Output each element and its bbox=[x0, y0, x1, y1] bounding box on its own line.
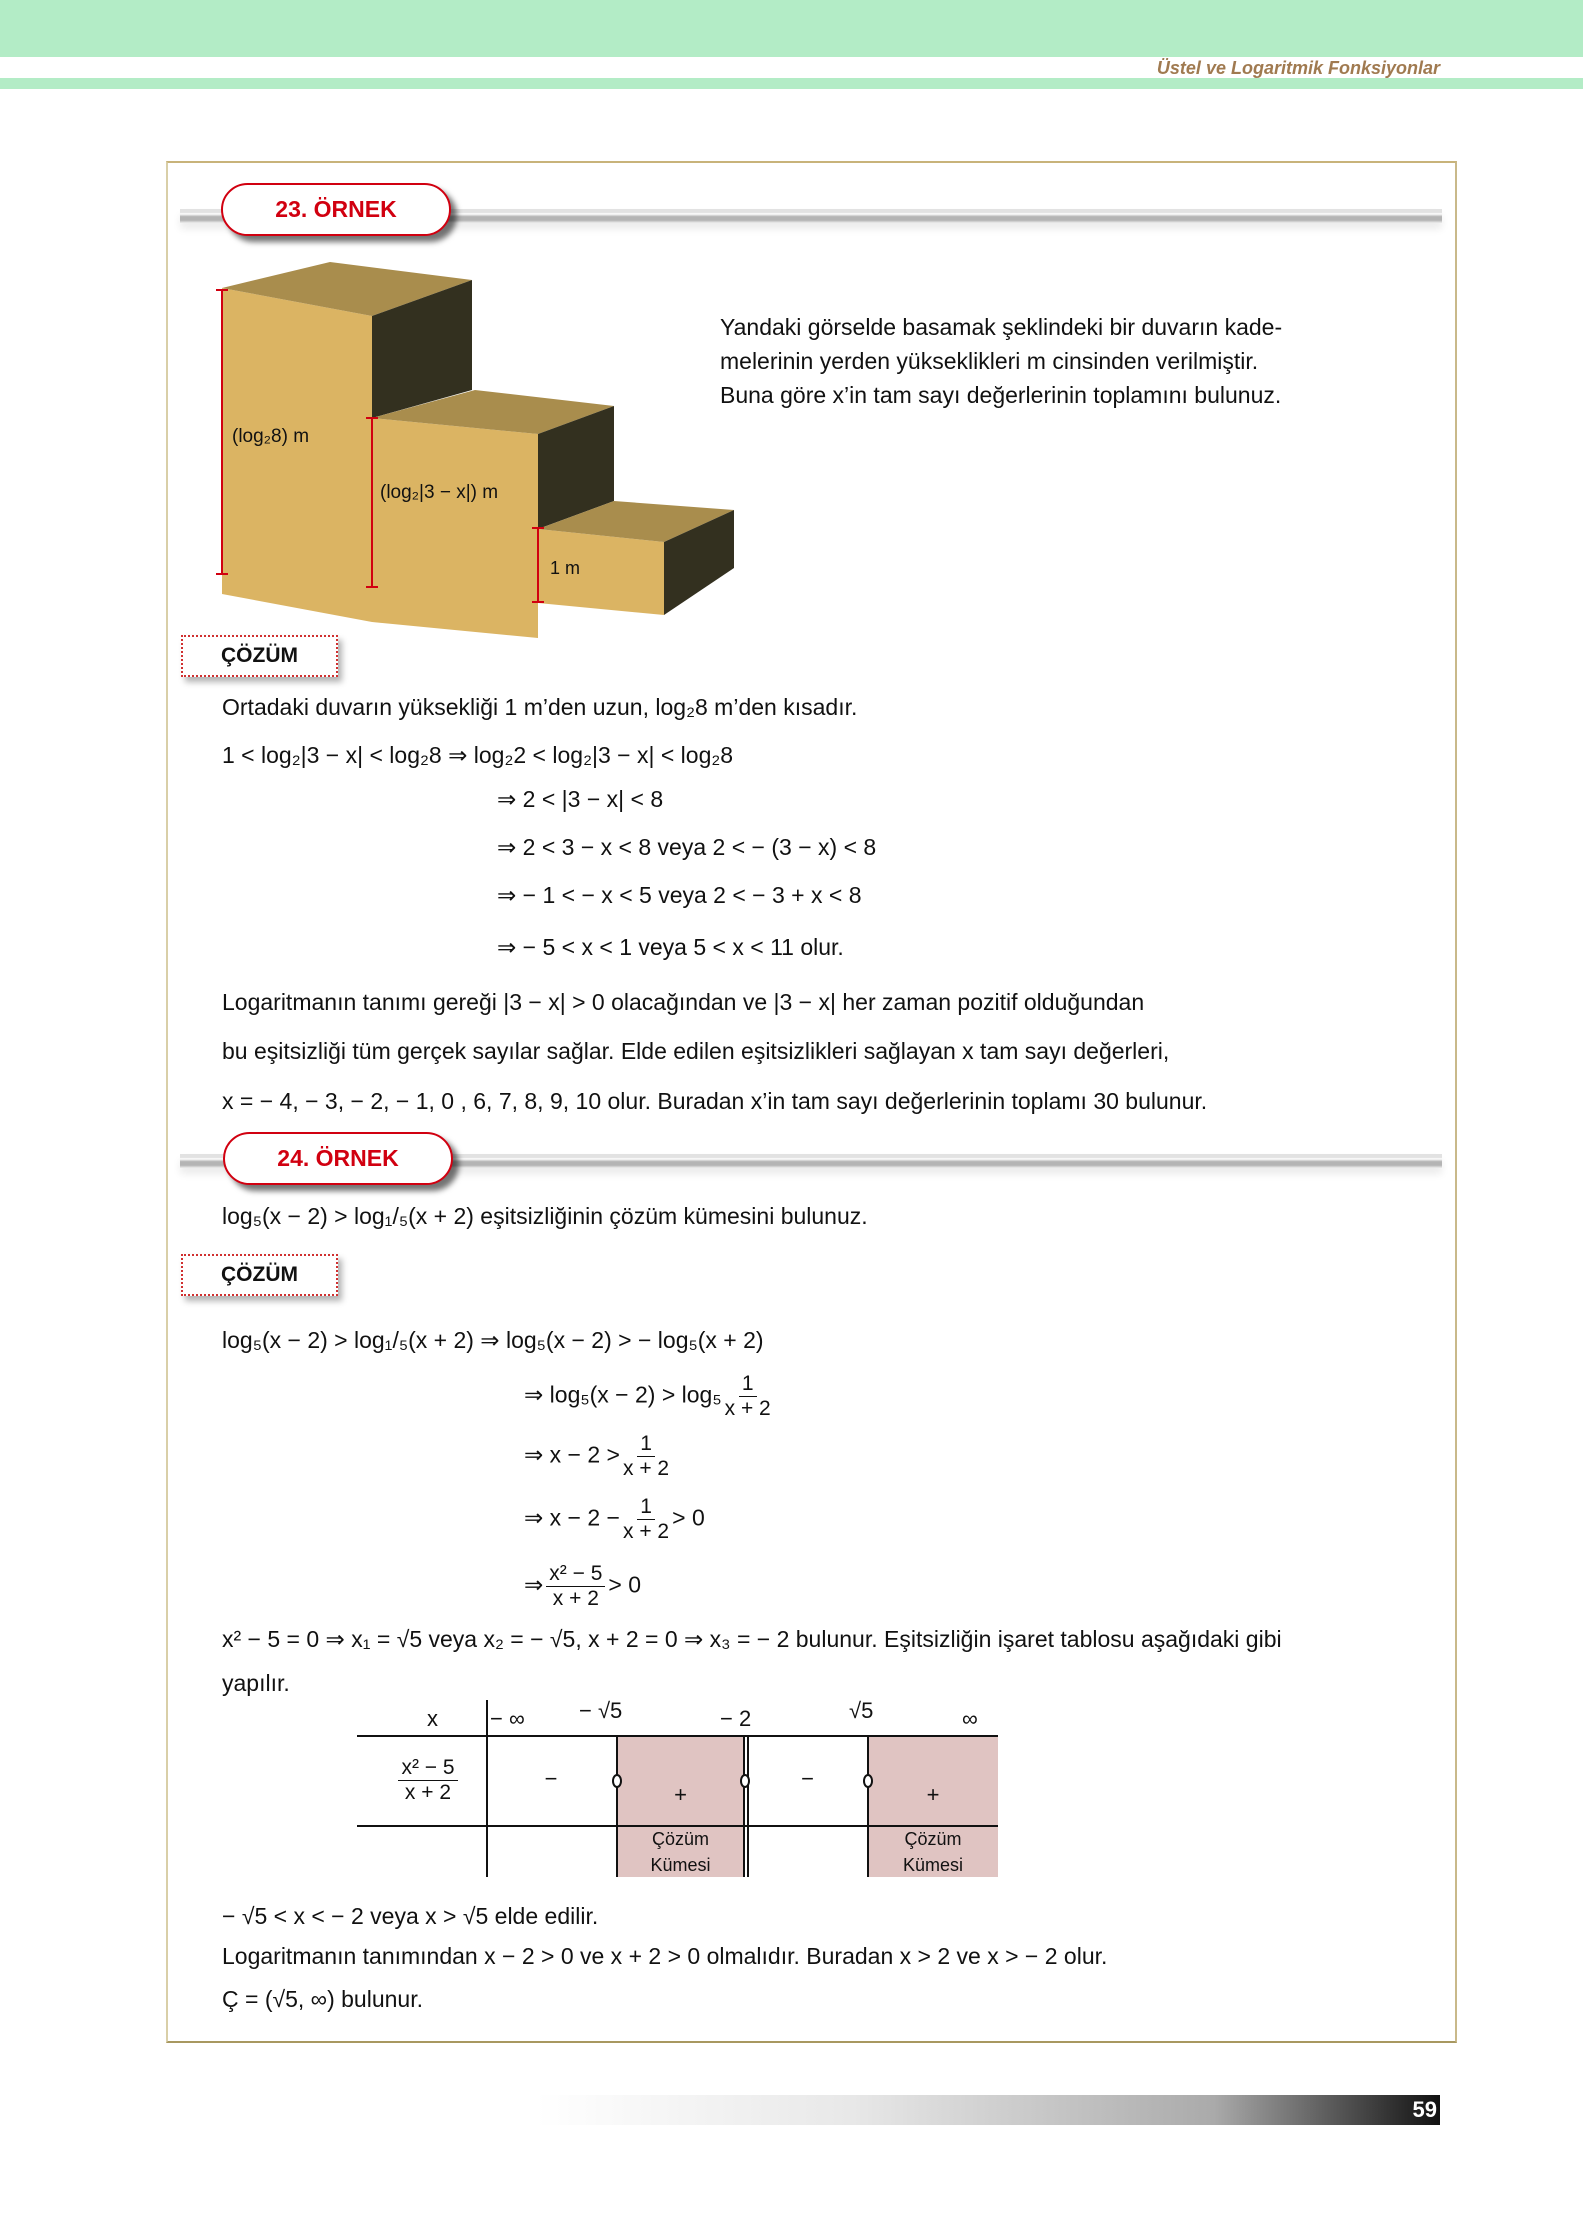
solution-line: Logaritmanın tanımı gereği |3 − x| > 0 olacağından ve |3 − x| her zaman pozitif olduğundan bbox=[222, 989, 1145, 1015]
result-line: Ç = (√5, ∞) bulunur. bbox=[222, 1986, 423, 2012]
solution-set-label bbox=[617, 1826, 744, 1878]
solution-label: ÇÖZÜM bbox=[181, 635, 338, 677]
example-24-label: 24. ÖRNEK bbox=[223, 1132, 453, 1185]
step-text: ⇒ bbox=[524, 1571, 544, 1598]
label-line: Çözüm bbox=[904, 1829, 962, 1849]
solution-line: ⇒ − 1 < − x < 5 veya 2 < − 3 + x < 8 bbox=[497, 882, 862, 908]
numerator: 1 bbox=[637, 1432, 655, 1457]
denominator: x + 2 bbox=[724, 1397, 771, 1420]
step-text: ⇒ x − 2 − bbox=[524, 1504, 620, 1531]
fraction bbox=[623, 1432, 669, 1481]
solution-line: 1 < log₂|3 − x| < log₂8 ⇒ log₂2 < log₂|3 − x| < log₂8 bbox=[222, 742, 734, 768]
solution-label: ÇÖZÜM bbox=[181, 1254, 338, 1296]
solution-set-label bbox=[868, 1826, 998, 1878]
fraction bbox=[623, 1495, 669, 1544]
label-line: Kümesi bbox=[902, 1855, 964, 1875]
point-label: √5 bbox=[849, 1698, 874, 1723]
label-mid-height: (log₂|3 − x|) m bbox=[380, 482, 499, 503]
solution-step bbox=[524, 1562, 641, 1611]
numerator: x² − 5 bbox=[398, 1756, 457, 1781]
point-label: − 2 bbox=[720, 1706, 752, 1731]
big-block-front bbox=[222, 288, 372, 622]
solution-line: ⇒ 2 < 3 − x < 8 veya 2 < − (3 − x) < 8 bbox=[497, 834, 877, 860]
label-small-height: 1 m bbox=[550, 558, 581, 578]
problem-line: melerinin yerden yükseklikleri m cinsinden verilmiştir. bbox=[720, 348, 1259, 374]
running-title: Üstel ve Logaritmik Fonksiyonlar bbox=[1156, 58, 1440, 78]
example-24-problem: log₅(x − 2) > log₁/₅(x + 2) eşitsizliğinin çözüm kümesini bulunuz. bbox=[222, 1203, 868, 1229]
solution-step: log₅(x − 2) > log₁/₅(x + 2) ⇒ log₅(x − 2) > − log₅(x + 2) bbox=[222, 1327, 764, 1353]
mid-block-front bbox=[372, 418, 538, 638]
result-line: − √5 < x < − 2 veya x > √5 elde edilir. bbox=[222, 1903, 599, 1929]
staircase-figure bbox=[0, 0, 800, 700]
solution-step bbox=[524, 1372, 774, 1421]
denominator: x + 2 bbox=[623, 1520, 670, 1543]
roots-line: yapılır. bbox=[222, 1670, 290, 1696]
sign: − bbox=[544, 1766, 558, 1791]
point-label: − √5 bbox=[579, 1698, 623, 1723]
numerator: x² − 5 bbox=[546, 1562, 605, 1587]
solution-line: bu eşitsizliği tüm gerçek sayılar sağlar. Elde edilen eşitsizlikleri sağlayan x tam sayı değerleri, bbox=[222, 1038, 1170, 1064]
point-label: − ∞ bbox=[490, 1706, 525, 1731]
solution-line: ⇒ − 5 < x < 1 veya 5 < x < 11 olur. bbox=[497, 934, 844, 960]
sign: − bbox=[801, 1766, 814, 1791]
numerator: 1 bbox=[637, 1495, 655, 1520]
fraction bbox=[546, 1562, 605, 1611]
sign: + bbox=[926, 1782, 940, 1807]
step-text: ⇒ x − 2 > bbox=[524, 1441, 620, 1468]
sign-table bbox=[357, 1700, 998, 1877]
solution-line: ⇒ 2 < |3 − x| < 8 bbox=[497, 786, 664, 812]
point-label: ∞ bbox=[962, 1706, 978, 1731]
page-number: 59 bbox=[1412, 2097, 1437, 2122]
sign: + bbox=[674, 1782, 687, 1807]
label-line: Kümesi bbox=[650, 1855, 711, 1875]
numerator: 1 bbox=[739, 1372, 757, 1397]
problem-line: Buna göre x’in tam sayı değerlerinin toplamını bulunuz. bbox=[720, 382, 1282, 408]
solution-line: x = − 4, − 3, − 2, − 1, 0 , 6, 7, 8, 9, 10 olur. Buradan x’in tam sayı değerlerinin toplamı 30 bulunur. bbox=[222, 1088, 1208, 1114]
example-23-label: 23. ÖRNEK bbox=[221, 183, 451, 236]
solution-step bbox=[524, 1495, 705, 1544]
step-text: ⇒ log₅(x − 2) > log₅ bbox=[524, 1381, 722, 1408]
solution-line: Ortadaki duvarın yüksekliği 1 m’den uzun, log₂8 m’den kısadır. bbox=[222, 694, 858, 720]
footer-bar bbox=[536, 2095, 1440, 2125]
label-big-height: (log₂8) m bbox=[232, 426, 310, 447]
denominator: x + 2 bbox=[552, 1587, 599, 1610]
x-label: x bbox=[427, 1706, 438, 1731]
denominator: x + 2 bbox=[404, 1781, 452, 1804]
fraction bbox=[725, 1372, 771, 1421]
example-23-problem bbox=[720, 310, 1282, 412]
problem-line: Yandaki görselde basamak şeklindeki bir duvarın kade- bbox=[720, 314, 1283, 340]
denominator: x + 2 bbox=[623, 1457, 670, 1480]
expression bbox=[393, 1756, 463, 1805]
step-text: > 0 bbox=[608, 1571, 642, 1598]
label-line: Çözüm bbox=[651, 1829, 709, 1849]
solution-step bbox=[524, 1432, 672, 1481]
step-text: > 0 bbox=[672, 1504, 705, 1531]
roots-line: x² − 5 = 0 ⇒ x₁ = √5 veya x₂ = − √5, x + 2 = 0 ⇒ x₃ = − 2 bulunur. Eşitsizliğin işaret tablosu aşağıdaki gibi bbox=[222, 1626, 1282, 1652]
result-line: Logaritmanın tanımından x − 2 > 0 ve x + 2 > 0 olmalıdır. Buradan x > 2 ve x > − 2 olur. bbox=[222, 1943, 1108, 1969]
